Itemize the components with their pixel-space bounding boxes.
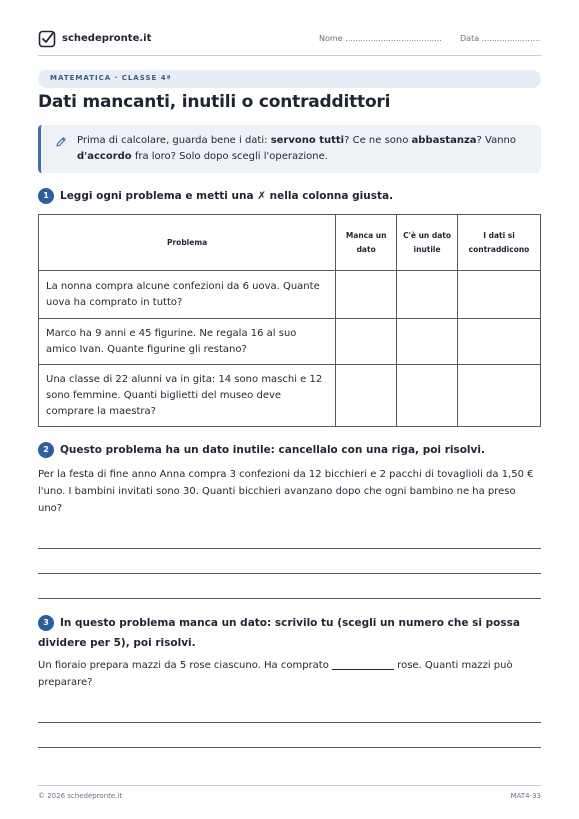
pencil-icon (55, 136, 67, 148)
section-number: 3 (38, 615, 54, 631)
problem-cell: La nonna compra alcune confezioni da 6 uova. Quante uova ha comprato in tutto? (39, 271, 336, 319)
note-bold-servono-tutti: servono tutti (270, 135, 345, 146)
note-bold-daccordo: d'accordo (77, 151, 132, 162)
answer-line[interactable] (38, 573, 541, 574)
page-footer (38, 785, 541, 800)
brand-name: schedepronte.it (62, 33, 152, 44)
date-field[interactable] (460, 34, 540, 43)
note-part: fra loro? Solo dopo scegli l'operazione. (131, 151, 328, 162)
section-number: 2 (38, 442, 54, 458)
page-title: Dati mancanti, inutili o contraddittori (38, 92, 391, 112)
answer-cell[interactable] (458, 319, 541, 365)
answer-cell[interactable] (336, 319, 397, 365)
answer-line[interactable] (38, 747, 541, 748)
answer-line[interactable] (38, 548, 541, 549)
page-header (38, 30, 541, 56)
note-bold-abbastanza: abbastanza (411, 135, 477, 146)
answer-cell[interactable] (458, 271, 541, 319)
answer-cell[interactable] (458, 365, 541, 427)
table-row (39, 365, 541, 427)
note-part: ? Ce ne sono (344, 135, 412, 146)
col-header-problema: Problema (39, 215, 336, 271)
section-3-problem (38, 657, 541, 691)
instruction-note (38, 125, 541, 173)
footer-copyright: © 2026 schedepronte.it (38, 792, 123, 800)
col-header-manca-dato: Manca un dato (336, 215, 397, 271)
section-1-text: Leggi ogni problema e metti una ✗ nella colonna giusta. (60, 190, 394, 202)
name-field[interactable] (319, 34, 442, 43)
table-header-row (39, 215, 541, 271)
note-part: Prima di calcolare, guarda bene i dati: (77, 135, 271, 146)
table-row (39, 271, 541, 319)
note-part: ? Vanno (476, 135, 517, 146)
section-2-problem: Per la festa di fine anno Anna compra 3 confezioni da 12 bicchieri e 2 pacchi di tovaglioli da 1,50 € l'uno. I bambini invitati sono 30. Quanti bicchieri avanzano dopo che ogni bambino ne ha preso uno? (38, 469, 534, 514)
checkbox-logo-icon (38, 30, 56, 48)
table-row (39, 319, 541, 365)
col-header-dato-inutile: C'è un dato inutile (397, 215, 458, 271)
problem-cell: Una classe di 22 alunni va in gita: 14 sono maschi e 12 sono femmine. Quanti biglietti del museo deve comprare la maestra? (39, 365, 336, 427)
section-3-text: In questo problema manca un dato: scrivilo tu (scegli un numero che si possa dividere per 5), poi risolvi. (38, 617, 520, 649)
section-2-text: Questo problema ha un dato inutile: cancellalo con una riga, poi risolvi. (60, 444, 485, 456)
subject-bar (38, 70, 541, 88)
name-dots: ...................................... (345, 34, 442, 43)
answer-cell[interactable] (397, 271, 458, 319)
answer-line[interactable] (38, 598, 541, 599)
section-number: 1 (38, 188, 54, 204)
answer-line[interactable] (38, 722, 541, 723)
section-3-heading (38, 613, 541, 653)
col-header-contraddicono: I dati si contraddicono (458, 215, 541, 271)
problem-cell: Marco ha 9 anni e 45 figurine. Ne regala 16 al suo amico Ivan. Quante figurine gli restano? (39, 319, 336, 365)
note-text (77, 133, 537, 165)
problem-text: Un fioraio prepara mazzi da 5 rose ciascuno. Ha comprato (38, 660, 332, 671)
answer-cell[interactable] (397, 319, 458, 365)
footer-code: MAT4-33 (510, 792, 541, 800)
subject-label: MATEMATICA · CLASSE 4ª (50, 74, 172, 82)
date-label: Data (460, 34, 480, 43)
problem-text: rose. Quanti mazzi può preparare? (38, 660, 513, 688)
answer-cell[interactable] (397, 365, 458, 427)
problems-table (38, 214, 541, 427)
section-2-heading (38, 440, 485, 460)
name-label: Nome (319, 34, 343, 43)
answer-cell[interactable] (336, 271, 397, 319)
section-1-heading (38, 186, 393, 206)
date-dots: ....................... (481, 34, 541, 43)
answer-cell[interactable] (336, 365, 397, 427)
missing-data-blank[interactable] (332, 658, 394, 670)
